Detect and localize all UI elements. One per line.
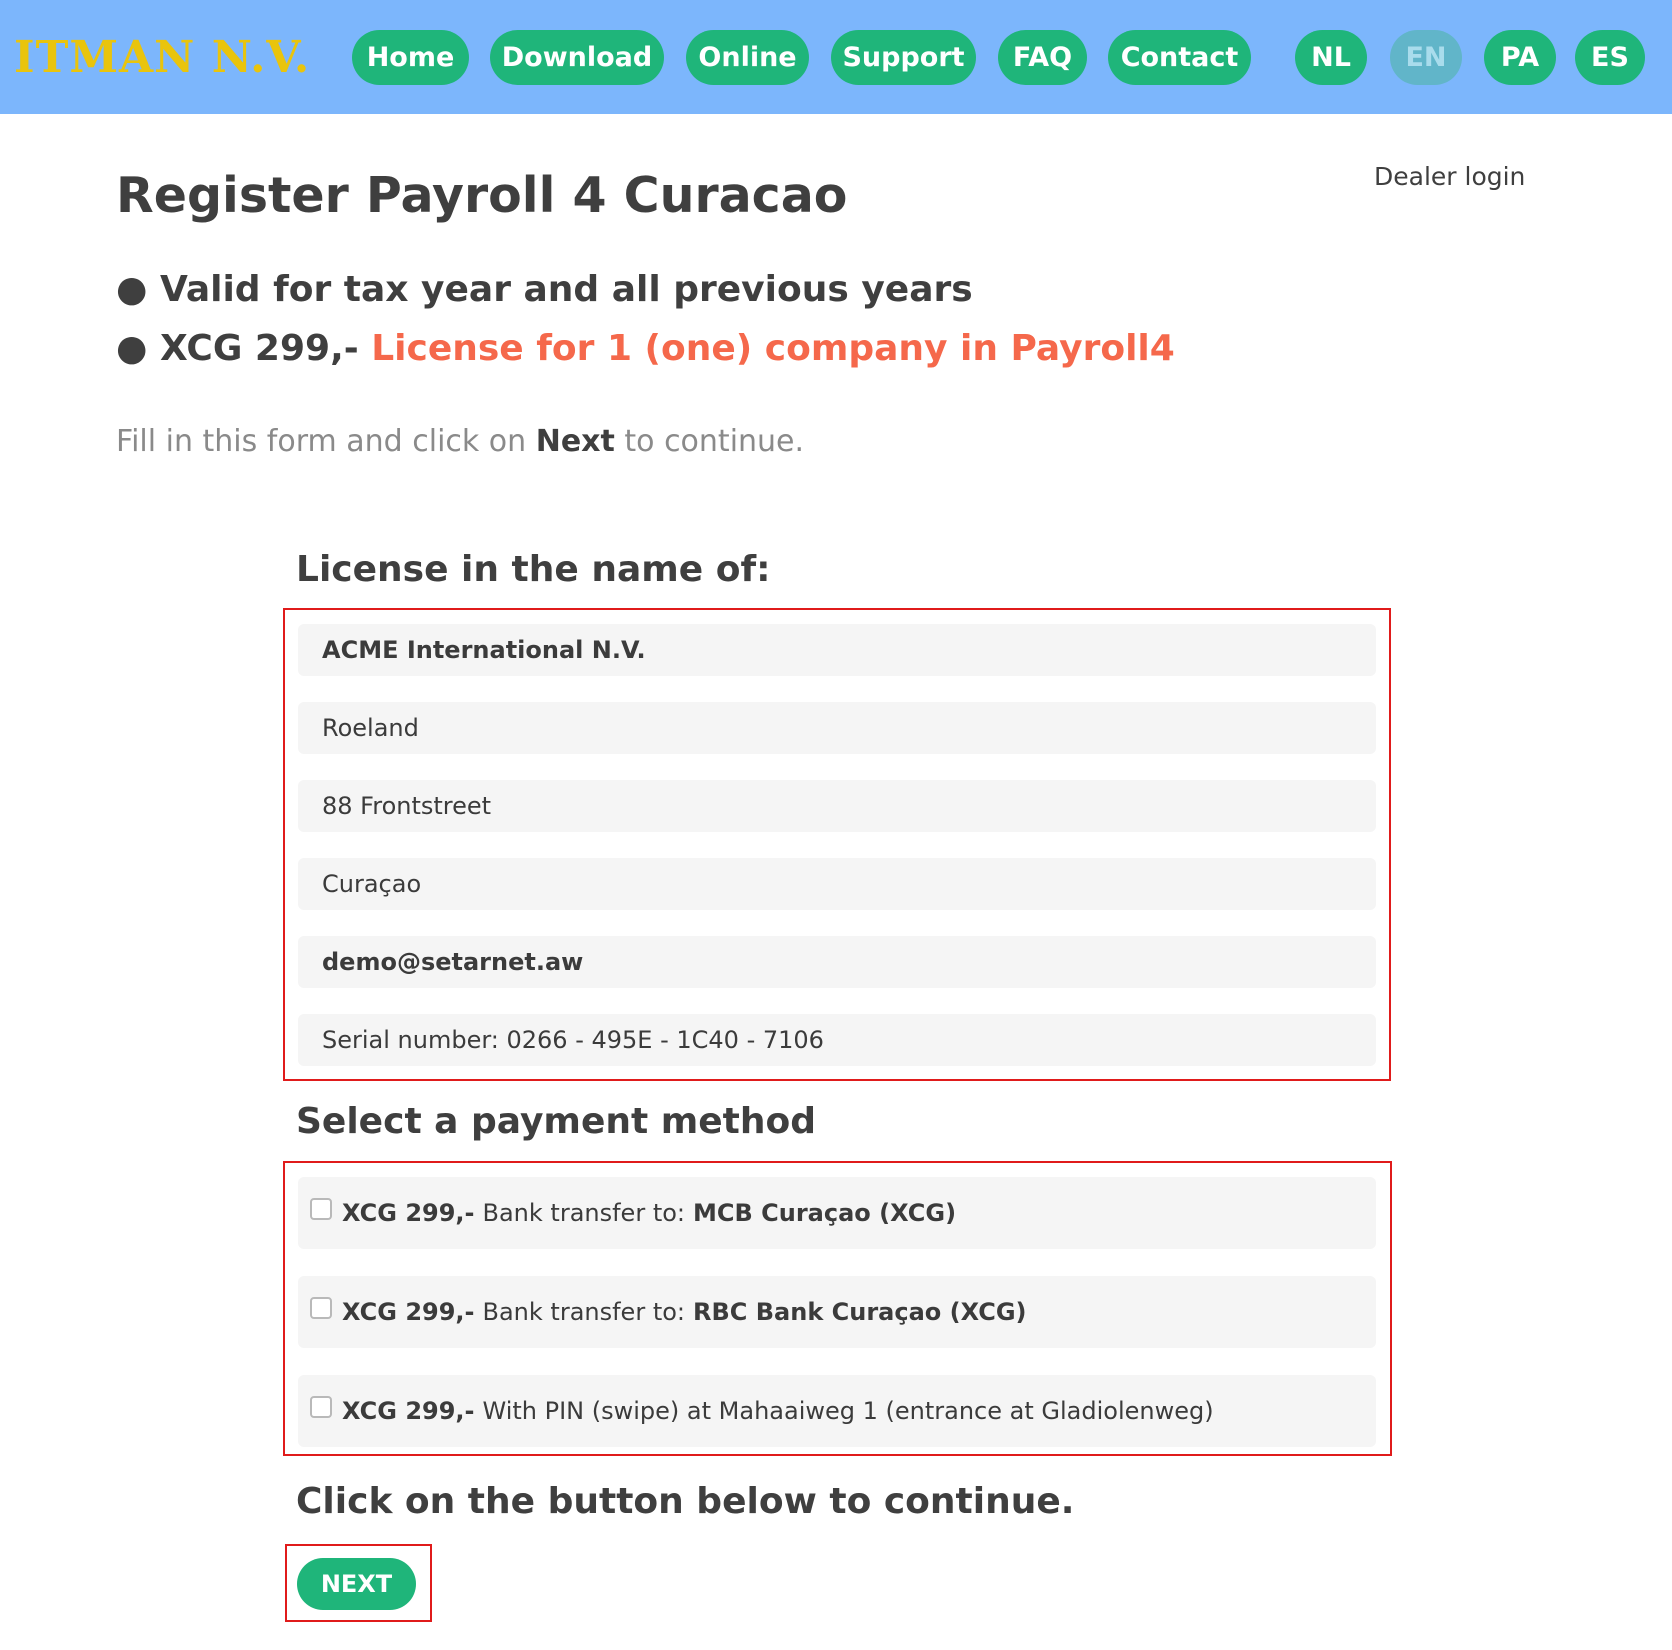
- language-es-button[interactable]: ES: [1575, 30, 1645, 85]
- nav-download-button[interactable]: Download: [490, 30, 664, 85]
- payment-rbc-bank: RBC Bank Curaçao (XCG): [693, 1298, 1027, 1326]
- license-heading: License in the name of:: [296, 549, 771, 590]
- instructions-text-before: Fill in this form and click on: [116, 424, 536, 459]
- email-field[interactable]: [298, 936, 1376, 988]
- page-title: Register Payroll 4 Curacao: [116, 167, 848, 224]
- payment-rbc-text: Bank transfer to:: [482, 1298, 685, 1326]
- license-description-text: License for 1 (one) company in Payroll4: [371, 328, 1175, 369]
- license-price-text: ● XCG 299,-: [116, 328, 372, 369]
- language-pa-button[interactable]: PA: [1484, 30, 1556, 85]
- payment-mcb-bank: MCB Curaçao (XCG): [693, 1199, 957, 1227]
- payment-mcb-price: XCG 299,-: [342, 1199, 475, 1227]
- payment-rbc-price: XCG 299,-: [342, 1298, 475, 1326]
- address-field[interactable]: [298, 780, 1376, 832]
- nav-support-button[interactable]: Support: [831, 30, 976, 85]
- instructions-text-after: to continue.: [614, 424, 805, 459]
- payment-rbc-checkbox[interactable]: [310, 1297, 332, 1319]
- contact-name-field[interactable]: [298, 702, 1376, 754]
- site-logo[interactable]: ITMAN N.V.: [14, 32, 311, 83]
- bullet-valid-tax-year: ● Valid for tax year and all previous years: [116, 269, 973, 310]
- continue-heading: Click on the button below to continue.: [296, 1481, 1075, 1522]
- country-field[interactable]: [298, 858, 1376, 910]
- payment-pin-text: With PIN (swipe) at Mahaaiweg 1 (entrance at Gladiolenweg): [482, 1397, 1214, 1425]
- payment-option-rbc[interactable]: [298, 1276, 1376, 1348]
- form-instructions: [116, 424, 804, 460]
- payment-pin-checkbox[interactable]: [310, 1396, 332, 1418]
- language-en-button[interactable]: EN: [1390, 30, 1462, 85]
- nav-online-button[interactable]: Online: [686, 30, 809, 85]
- next-button[interactable]: NEXT: [297, 1558, 416, 1610]
- payment-pin-price: XCG 299,-: [342, 1397, 475, 1425]
- payment-mcb-checkbox[interactable]: [310, 1198, 332, 1220]
- payment-mcb-text: Bank transfer to:: [482, 1199, 685, 1227]
- payment-method-heading: Select a payment method: [296, 1101, 816, 1142]
- company-name-field[interactable]: [298, 624, 1376, 676]
- payment-option-pin[interactable]: [298, 1375, 1376, 1447]
- nav-contact-button[interactable]: Contact: [1108, 30, 1251, 85]
- payment-option-mcb[interactable]: [298, 1177, 1376, 1249]
- top-navigation-bar: [0, 0, 1672, 114]
- language-nl-button[interactable]: NL: [1295, 30, 1367, 85]
- nav-home-button[interactable]: Home: [352, 30, 469, 85]
- license-fields-highlight: [283, 608, 1391, 1081]
- nav-faq-button[interactable]: FAQ: [998, 30, 1087, 85]
- instructions-next-word: Next: [535, 424, 615, 459]
- serial-number-field[interactable]: [298, 1014, 1376, 1066]
- dealer-login-link[interactable]: Dealer login: [1374, 162, 1526, 191]
- bullet-license-price: [116, 327, 1175, 371]
